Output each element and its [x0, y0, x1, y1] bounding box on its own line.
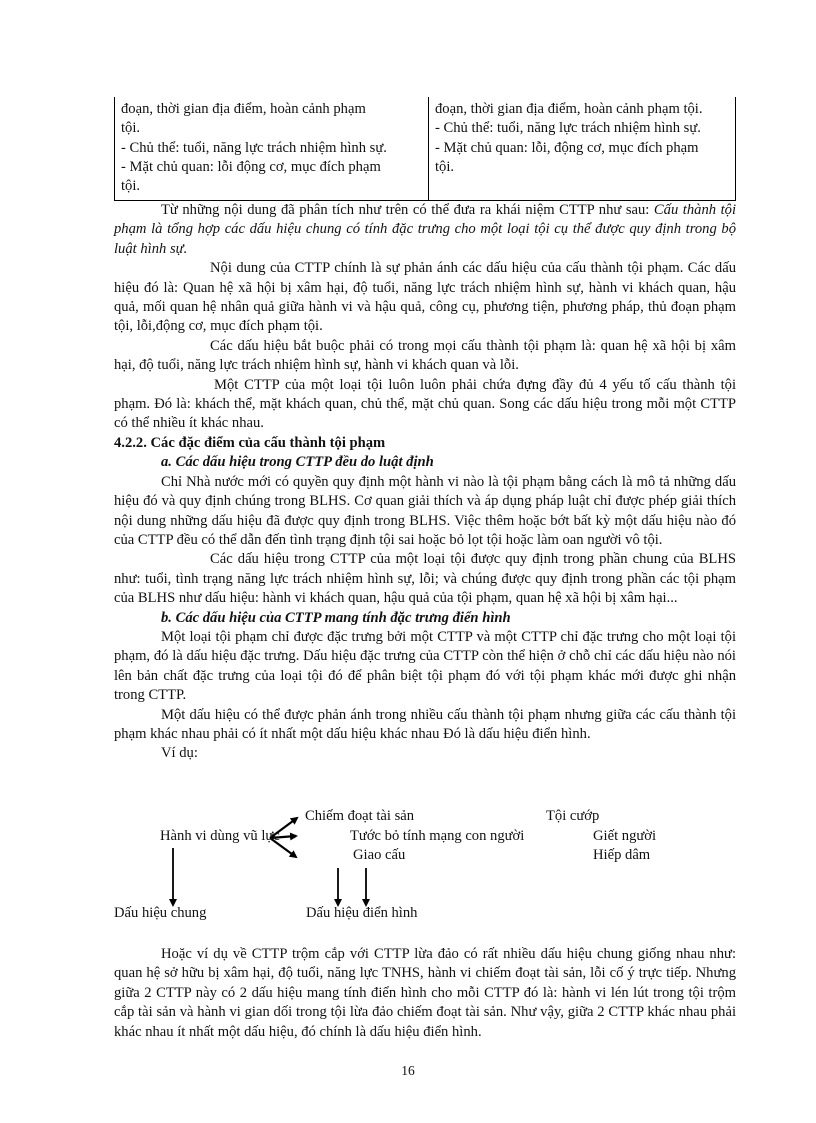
- closing-paragraph: Hoặc ví dụ về CTTP trộm cắp với CTTP lừa đảo có rất nhiều dấu hiệu chung giống nhau như: quan hệ sở hữu bị xâm hại, độ tuổi, năng lực TNHS, hành vi chiếm đoạt tài sản, lỗi cố ý trực tiếp. Nhưng giữa 2 CTTP này có 2 dấu hiệu mang tính điển hình cho mỗi CTTP đó là: hành vi lén lút trong tội trộm cắp tài sản và hành vi gian dối trong tội lừa đảo chiếm đoạt tài sản. Như vậy, giữa 2 CTTP khác nhau phải khác nhau ít nhất một dấu hiệu, đó chính là dấu hiệu điển hình.: [114, 946, 736, 1040]
- diagram-behavior: Hành vi dùng vũ lực: [160, 828, 280, 844]
- example-label: Ví dụ:: [161, 745, 198, 762]
- cell-line: đoạn, thời gian địa điểm, hoàn cảnh phạm: [121, 101, 366, 117]
- diagram-crime-hiep-dam: Hiếp dâm: [593, 847, 651, 863]
- diagram-item-chiem-doat: Chiếm đoạt tài sản: [305, 808, 415, 824]
- mandatory-paragraph: Các dấu hiệu bắt buộc phải có trong mọi cấu thành tội phạm là: quan hệ xã hội bị xâm hại, độ tuổi, năng lực trách nhiệm hình sự, hành vi khách quan và lỗi.: [114, 337, 736, 374]
- cell-line: tội.: [121, 178, 141, 195]
- cell-line: - Mặt chủ quan: lỗi động cơ, mục đích phạm: [121, 158, 381, 175]
- cell-line: tội.: [121, 120, 141, 137]
- diagram-item-giao-cau: Giao cấu: [353, 847, 406, 863]
- diagram-typical-sign: Dấu hiệu điển hình: [306, 905, 418, 921]
- cell-line: tội.: [435, 158, 455, 175]
- paragraph-a1: Chỉ Nhà nước mới có quyền quy định một hành vi nào là tội phạm bằng cách là mô tả những dấu hiệu đó và quy định chúng trong BLHS. Cơ quan giải thích và áp dụng pháp luật chỉ được phép giải thích nội dung những dấu hiệu đã được quy định trong BLHS. Việc thêm hoặc bớt bất kỳ một dấu hiệu nào đó của CTTP đều có thể dẫn đến tình trạng định tội sai hoặc bỏ lọt tội hoặc làm oan người vô tội.: [114, 473, 736, 548]
- cell-line: - Mặt chủ quan: lỗi, động cơ, mục đích phạm: [435, 139, 699, 156]
- paragraph-a2: Các dấu hiệu trong CTTP của một loại tội được quy định trong phần chung của BLHS như: tuổi, tình trạng năng lực trách nhiệm hình sự, lỗi; và chúng được quy định trong phần các tội phạm của BLHS như dấu hiệu: hành vi khách quan, hậu quả của tội phạm, quan hệ xã hội bị xâm hại...: [114, 551, 736, 607]
- four-elements-paragraph: Một CTTP của một loại tội luôn luôn phải chứa đựng đầy đủ 4 yếu tố cấu thành tội phạm. Đó là: khách thể, mặt khách quan, chủ thể, mặt chủ quan. Song các dấu hiệu trong mỗi một CTTP có thể nhiều ít khác nhau.: [114, 376, 736, 432]
- diagram-item-tuoc-bo: Tước bỏ tính mạng con người: [350, 828, 525, 844]
- cell-line: - Chủ thể: tuổi, năng lực trách nhiệm hình sự.: [121, 139, 387, 156]
- cell-line: - Chủ thể: tuổi, năng lực trách nhiệm hình sự.: [435, 120, 701, 137]
- body-text-lower: [114, 945, 736, 1042]
- paragraph-b2: Một dấu hiệu có thể được phản ánh trong nhiều cấu thành tội phạm nhưng giữa các cấu thành tội phạm khác nhau phải có ít nhất một dấu hiệu khác nhau Đó là dấu hiệu điển hình.: [114, 706, 736, 742]
- subheading-b: b. Các dấu hiệu của CTTP mang tính đặc trưng điển hình: [161, 609, 511, 626]
- concept-lead: Từ những nội dung đã phân tích như trên có thể đưa ra khái niệm CTTP như sau:: [161, 202, 654, 218]
- subheading-a: a. Các dấu hiệu trong CTTP đều do luật định: [161, 454, 434, 471]
- page-number: 16: [401, 1063, 415, 1078]
- concept-definition: Cấu thành tội phạm là tổng hợp các dấu hiệu chung có tính đặc trưng cho một loại tội cụ thể được quy định trong bộ luật hình sự.: [114, 202, 736, 257]
- diagram-common-sign: Dấu hiệu chung: [114, 905, 207, 921]
- paragraph-b1: Một loại tội phạm chỉ được đặc trưng bởi một CTTP và một CTTP chỉ đặc trưng cho một loại tội phạm, đó là dấu hiệu đặc trưng. Dấu hiệu đặc trưng của CTTP còn thể hiện ở chỗ chỉ các dấu hiệu nào nói lên bản chất đặc trưng của loại tội đó để phân biệt tội phạm đó với tội phạm khác mới được ghi nhận trong CTTP.: [114, 628, 736, 704]
- diagram-crime-toi-cuop: Tội cướp: [546, 808, 600, 824]
- content-paragraph: Nội dung của CTTP chính là sự phản ánh các dấu hiệu của cấu thành tội phạm. Các dấu hiệu đó là: Quan hệ xã hội bị xâm hại, độ tuổi, năng lực trách nhiệm hình sự, hành vi khách quan, hậu quả, mối quan hệ nhân quả giữa hành vi và hậu quả, công cụ, phương tiện, phương pháp, thủ đoạn phạm tội, lỗi,động cơ, mục đích phạm tội.: [114, 260, 736, 335]
- cell-line: đoạn, thời gian địa điểm, hoàn cảnh phạm tội.: [435, 101, 703, 117]
- section-heading: 4.2.2. Các đặc điểm của cấu thành tội phạm: [114, 434, 386, 451]
- diagram-crime-giet-nguoi: Giết người: [593, 828, 657, 844]
